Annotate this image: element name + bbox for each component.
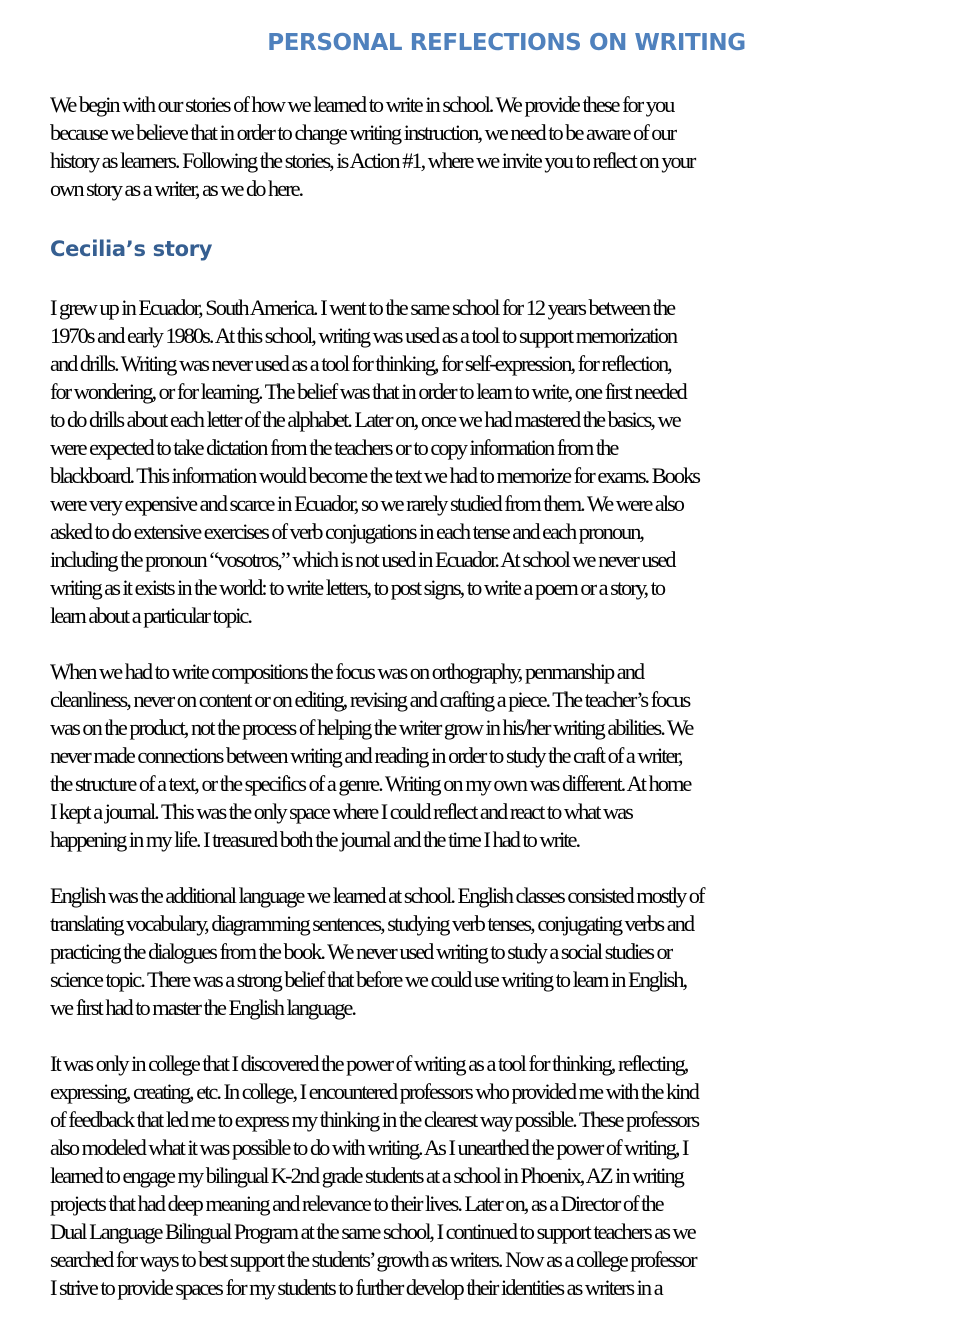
text-line: blackboard. This information would become the text we had to memorize for exams. Books [50,463,699,488]
text-line: I strive to provide spaces for my students to further develop their identities as writers in a [50,1275,662,1300]
text-line: When we had to write compositions the focus was on orthography, penmanship and [50,659,644,684]
text-line: the structure of a text, or the specifics of a genre. Writing on my own was different. At home [50,771,691,796]
text-line: were very expensive and scarce in Ecuador, so we rarely studied from them. We were also [50,491,683,516]
story-paragraph [50,658,975,854]
text-line: including the pronoun “vosotros,” which is not used in Ecuador. At school we never used [50,547,675,572]
text-line: translating vocabulary, diagramming sentences, studying verb tenses, conjugating verbs and [50,911,694,936]
text-line: Dual Language Bilingual Program at the same school, I continued to support teachers as we [50,1219,695,1244]
text-line: English was the additional language we learned at school. English classes consisted mostly of [50,883,704,908]
text-line: because we believe that in order to change writing instruction, we need to be aware of our [50,120,676,145]
text-line: was on the product, not the process of helping the writer grow in his/her writing abilities. We [50,715,693,740]
text-line: writing as it exists in the world: to write letters, to post signs, to write a poem or a story, to [50,575,665,600]
text-line: I kept a journal. This was the only space where I could reflect and react to what was [50,799,632,824]
text-line: I grew up in Ecuador, South America. I went to the same school for 12 years between the [50,295,675,320]
story-paragraph [50,294,975,630]
text-line: It was only in college that I discovered the power of writing as a tool for thinking, reflecting, [50,1051,688,1076]
page-title: PERSONAL REFLECTIONS ON WRITING [267,30,746,56]
text-line: asked to do extensive exercises of verb conjugations in each tense and each pronoun, [50,519,644,544]
text-line: and drills. Writing was never used as a tool for thinking, for self-expression, for reflection, [50,351,671,376]
text-line: to do drills about each letter of the alphabet. Later on, once we had mastered the basics, we [50,407,680,432]
section-heading: Cecilia’s story [50,237,213,261]
text-line: expressing, creating, etc. In college, I encountered professors who provided me with the kind [50,1079,698,1104]
text-line: history as learners. Following the stories, is Action #1, where we invite you to reflect on your [50,148,695,173]
story-paragraph [50,882,975,1022]
text-line: own story as a writer, as we do here. [50,176,303,201]
text-line: never made connections between writing and reading in order to study the craft of a writer, [50,743,682,768]
text-line: of feedback that led me to express my thinking in the clearest way possible. These professors [50,1107,699,1132]
text-line: for wondering, or for learning. The belief was that in order to learn to write, one first needed [50,379,686,404]
text-line: science topic. There was a strong belief that before we could use writing to learn in English, [50,967,687,992]
text-line: cleanliness, never on content or on editing, revising and crafting a piece. The teacher’s focus [50,687,690,712]
text-line: we first had to master the English language. [50,995,355,1020]
text-line: also modeled what it was possible to do with writing. As I unearthed the power of writing, I [50,1135,688,1160]
story-paragraph [50,1050,975,1302]
intro-paragraph [50,91,975,203]
text-line: We begin with our stories of how we learned to write in school. We provide these for you [50,92,674,117]
text-line: projects that had deep meaning and relevance to their lives. Later on, as a Director of the [50,1191,663,1216]
text-line: learn about a particular topic. [50,603,251,628]
text-line: happening in my life. I treasured both the journal and the time I had to write. [50,827,580,852]
text-line: 1970s and early 1980s. At this school, writing was used as a tool to support memorization [50,323,677,348]
text-line: practicing the dialogues from the book. We never used writing to study a social studies or [50,939,672,964]
text-line: learned to engage my bilingual K-2nd grade students at a school in Phoenix, AZ in writing [50,1163,683,1188]
text-line: were expected to take dictation from the teachers or to copy information from the [50,435,618,460]
text-line: searched for ways to best support the students’ growth as writers. Now as a college professor [50,1247,696,1272]
